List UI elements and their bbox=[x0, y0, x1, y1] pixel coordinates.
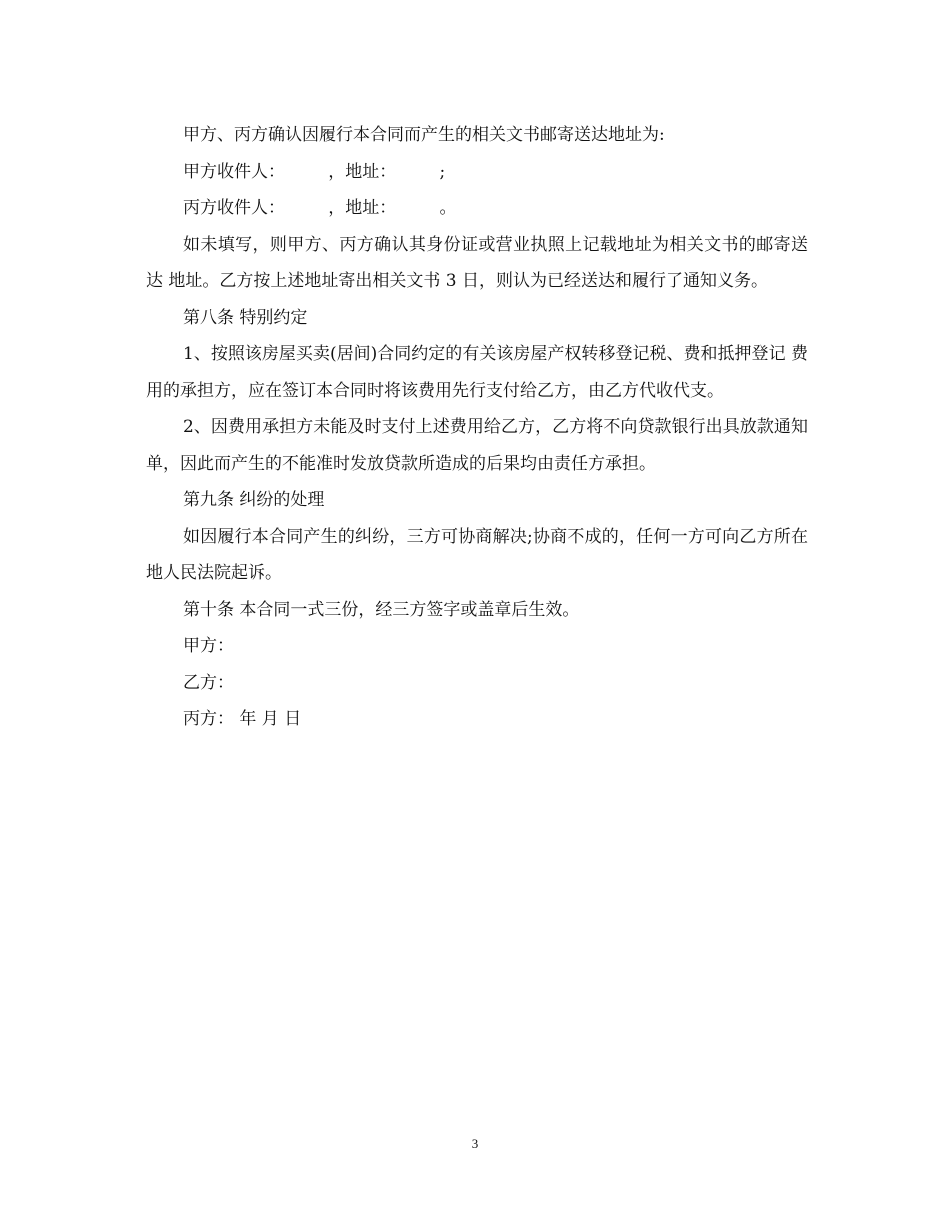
paragraph-article-10: 第十条 本合同一式三份，经三方签字或盖章后生效。 bbox=[183, 599, 580, 620]
paragraph-article-9: 如因履行本合同产生的纠纷，三方可协商解决;协商不成的，任何一方可向乙方所在 地人民法院起诉。 bbox=[146, 526, 814, 583]
paragraph-address-intro: 甲方、丙方确认因履行本合同而产生的相关文书邮寄送达地址为: bbox=[183, 125, 665, 145]
paragraph-party-a-recipient: 甲方收件人： ，地址： ; bbox=[183, 161, 446, 182]
paragraph-party-c-recipient: 丙方收件人： ，地址： 。 bbox=[183, 198, 457, 218]
heading-article-9: 第九条 纠纷的处理 bbox=[183, 490, 325, 510]
document-body bbox=[146, 117, 814, 738]
page-number: 3 bbox=[471, 1136, 479, 1151]
paragraph-article-8-item-2: 2、因费用承担方未能及时支付上述费用给乙方，乙方将不向贷款银行出具放款通知 单，因此而产生的不能准时发放贷款所造成的后果均由责任方承担。 bbox=[146, 417, 814, 474]
signature-party-a: 甲方： bbox=[183, 636, 234, 656]
signature-party-c-date: 丙方： 年 月 日 bbox=[183, 709, 302, 729]
paragraph-default-address: 如未填写，则甲方、丙方确认其身份证或营业执照上记载地址为相关文书的邮寄送达 地址。乙方按上述地址寄出相关文书 3 日，则认为已经送达和履行了通知义务。 bbox=[146, 234, 808, 291]
heading-article-8: 第八条 特别约定 bbox=[183, 307, 308, 328]
paragraph-article-8-item-1: 1、按照该房屋买卖(居间)合同约定的有关该房屋产权转移登记税、费和抵押登记 费用的承担方，应在签订本合同时将该费用先行支付给乙方，由乙方代收代支。 bbox=[146, 344, 808, 401]
signature-party-b: 乙方： bbox=[183, 672, 234, 693]
